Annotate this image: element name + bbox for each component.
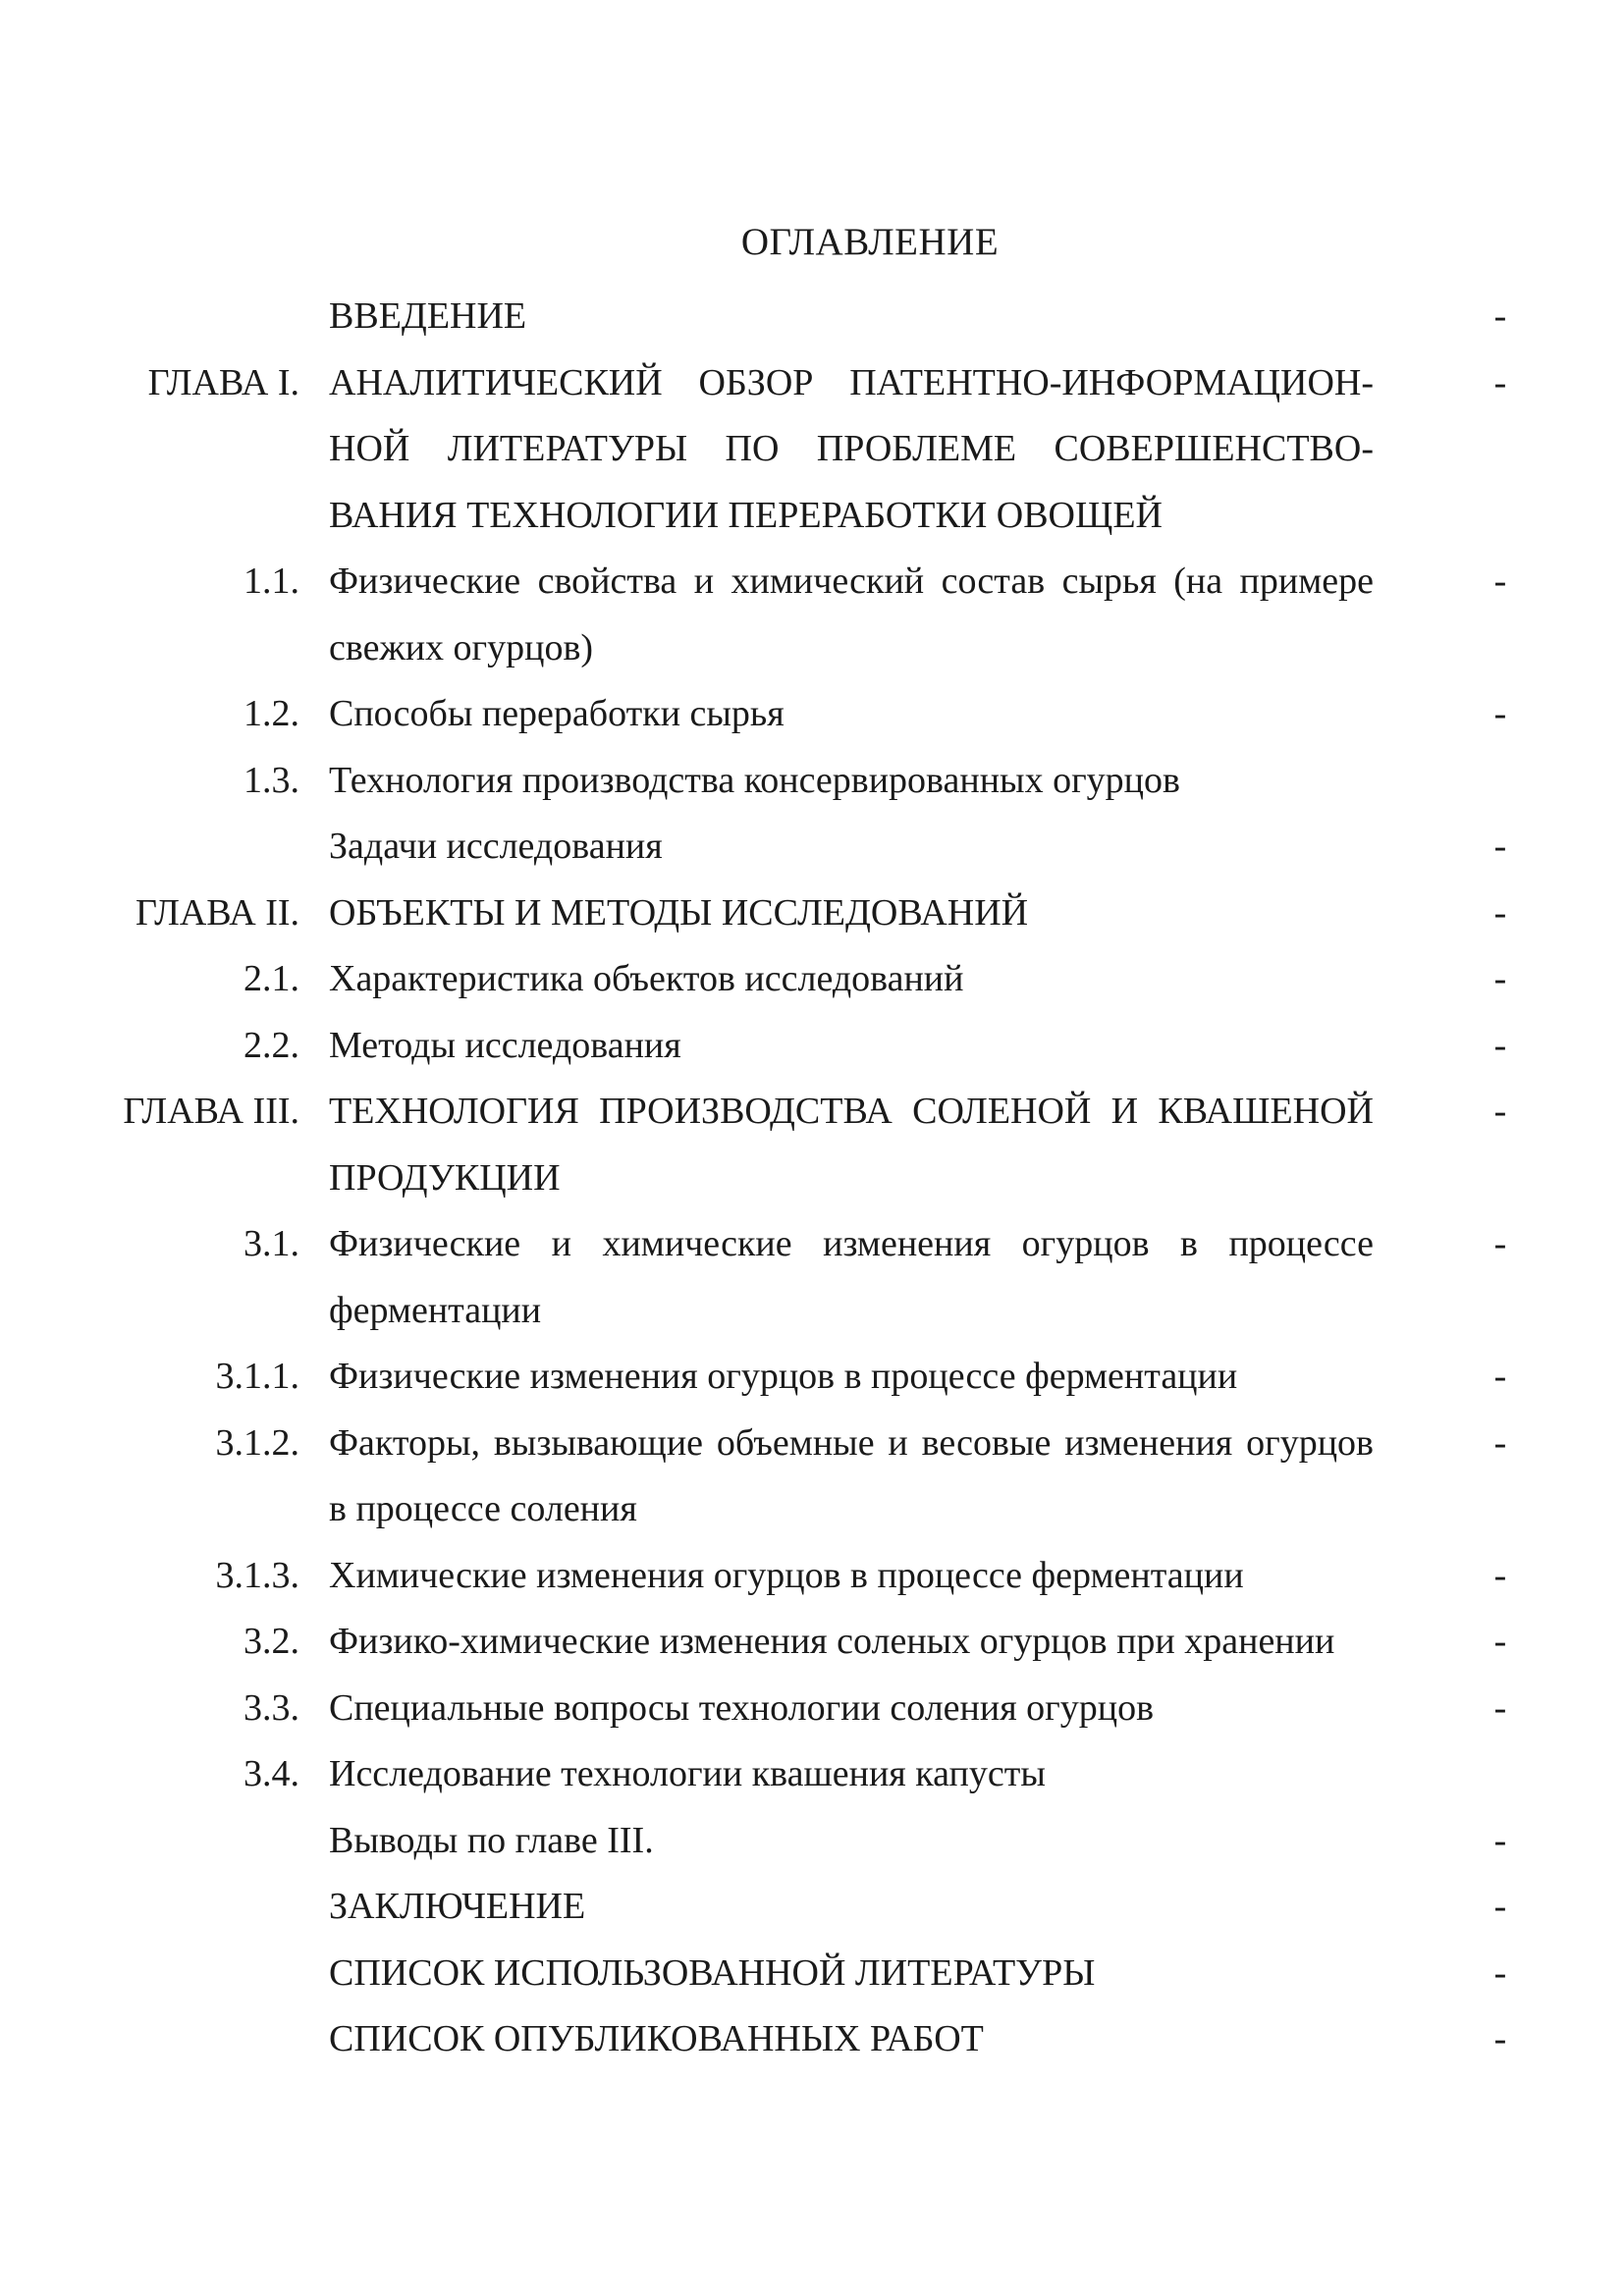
toc-entry-number: 3.1.1. xyxy=(215,1356,299,1397)
toc-entry-number: 3.4. xyxy=(244,1753,299,1794)
toc-entry-title: Физико-химические изменения соленых огурцов при хранении xyxy=(329,1621,1335,1662)
toc-entry-number: ГЛАВА III. xyxy=(123,1091,299,1132)
toc-entry-number: ГЛАВА II. xyxy=(135,891,299,934)
toc-entry-page: - xyxy=(1493,1024,1507,1066)
toc-entry-number: 1.1. xyxy=(244,561,299,602)
toc-entry-page: - xyxy=(1493,693,1507,734)
toc-entry-title: Физические свойства и химический состав сырья (на примере свежих огурцов) xyxy=(329,561,1374,668)
toc-entry-title: Специальные вопросы технологии соления огурцов xyxy=(329,1686,1155,1729)
toc-entry-number: 2.2. xyxy=(244,1024,299,1066)
toc-entry-number: 3.2. xyxy=(244,1621,299,1662)
toc-entry-title: СПИСОК ОПУБЛИКОВАННЫХ РАБОТ xyxy=(329,2018,984,2059)
toc-entry-title: Задачи исследования xyxy=(329,826,663,867)
toc-entry-page: - xyxy=(1493,1951,1507,1994)
toc-entry-title: АНАЛИТИЧЕСКИЙ ОБЗОР ПАТЕНТНО-ИНФОРМАЦИОН-НОЙ ЛИТЕРАТУРЫ ПО ПРОБЛЕМЕ СОВЕРШЕНСТВО-ВАНИЯ ТЕХНОЛОГИИ ПЕРЕРАБОТКИ ОВОЩЕЙ xyxy=(329,361,1374,536)
toc-entry-research-tasks[interactable] xyxy=(0,814,1624,881)
toc-entry-title: ОБЪЕКТЫ И МЕТОДЫ ИССЛЕДОВАНИЙ xyxy=(329,891,1029,934)
toc-entry-title: Технология производства консервированных огурцов xyxy=(329,759,1180,801)
toc-entry-page: - xyxy=(1493,295,1507,337)
toc-entry-number: 3.1. xyxy=(244,1223,299,1264)
toc-entry-3-2[interactable] xyxy=(0,1609,1624,1676)
toc-entry-page: - xyxy=(1493,1421,1507,1464)
toc-entry-page: - xyxy=(1493,958,1507,999)
toc-entry-3-1-1[interactable] xyxy=(0,1344,1624,1411)
toc-entry-title: Физические и химические изменения огурцов в процессе ферментации xyxy=(329,1223,1374,1331)
toc-entry-introduction[interactable] xyxy=(0,284,1624,350)
toc-entry-number: 3.3. xyxy=(244,1686,299,1729)
toc-entry-chapter-3[interactable] xyxy=(0,1079,1624,1211)
toc-entry-title: Характеристика объектов исследований xyxy=(329,958,964,999)
toc-entry-title: Химические изменения огурцов в процессе ферментации xyxy=(329,1554,1244,1596)
toc-entry-chapter-2[interactable] xyxy=(0,881,1624,947)
toc-entry-title: СПИСОК ИСПОЛЬЗОВАННОЙ ЛИТЕРАТУРЫ xyxy=(329,1951,1096,1994)
toc-entry-page: - xyxy=(1493,826,1507,867)
toc-entry-page: - xyxy=(1493,1886,1507,1927)
toc-entry-page: - xyxy=(1493,1356,1507,1397)
toc-entry-page: - xyxy=(1493,1223,1507,1264)
toc-entry-number: 1.3. xyxy=(244,759,299,801)
toc-entry-page: - xyxy=(1493,2018,1507,2059)
toc-entry-number: 3.1.3. xyxy=(215,1554,299,1596)
toc-entry-page: - xyxy=(1493,1686,1507,1729)
toc-entry-page: - xyxy=(1493,1091,1507,1132)
toc-entry-2-1[interactable] xyxy=(0,946,1624,1013)
toc-entry-publications[interactable] xyxy=(0,2006,1624,2073)
toc-entry-page: - xyxy=(1493,891,1507,934)
toc-entry-3-1-3[interactable] xyxy=(0,1543,1624,1610)
toc-entry-page: - xyxy=(1493,1819,1507,1861)
toc-entry-title: Факторы, вызывающие объемные и весовые изменения огурцов в процессе соления xyxy=(329,1421,1374,1529)
toc-entry-page: - xyxy=(1493,561,1507,602)
toc-entry-number: ГЛАВА I. xyxy=(147,361,299,403)
toc-entry-3-1[interactable] xyxy=(0,1211,1624,1344)
toc-entry-number: 1.2. xyxy=(244,693,299,734)
toc-entry-3-1-2[interactable] xyxy=(0,1411,1624,1543)
toc-entry-conclusion[interactable] xyxy=(0,1874,1624,1941)
toc-entry-3-4[interactable] xyxy=(0,1741,1624,1808)
toc-entry-title: Исследование технологии квашения капусты xyxy=(329,1753,1046,1794)
toc-entry-1-1[interactable] xyxy=(0,549,1624,681)
toc-entry-1-2[interactable] xyxy=(0,681,1624,748)
toc-entry-1-3[interactable] xyxy=(0,748,1624,815)
toc-entry-number: 2.1. xyxy=(244,958,299,999)
toc-entry-3-3[interactable] xyxy=(0,1676,1624,1742)
toc-entry-title: ВВЕДЕНИЕ xyxy=(329,295,527,337)
toc-entry-references[interactable] xyxy=(0,1941,1624,2007)
toc-entry-title: Способы переработки сырья xyxy=(329,693,785,734)
toc-entry-number: 3.1.2. xyxy=(215,1421,299,1464)
toc-entry-title: Физические изменения огурцов в процессе ферментации xyxy=(329,1356,1238,1397)
toc-entry-page: - xyxy=(1493,1621,1507,1662)
toc-entry-title: Выводы по главе III. xyxy=(329,1819,654,1861)
toc-entry-page: - xyxy=(1493,1554,1507,1596)
toc-entry-chapter-3-conclusions[interactable] xyxy=(0,1808,1624,1875)
page-title: ОГЛАВЛЕНИЕ xyxy=(740,221,1000,263)
toc-entry-2-2[interactable] xyxy=(0,1013,1624,1080)
toc-entry-page: - xyxy=(1493,361,1507,403)
table-of-contents xyxy=(0,284,1624,2073)
toc-entry-title: ТЕХНОЛОГИЯ ПРОИЗВОДСТВА СОЛЕНОЙ И КВАШЕНОЙ ПРОДУКЦИИ xyxy=(329,1091,1374,1199)
toc-entry-title: Методы исследования xyxy=(329,1024,681,1066)
toc-entry-chapter-1[interactable] xyxy=(0,350,1624,550)
toc-entry-title: ЗАКЛЮЧЕНИЕ xyxy=(329,1886,586,1927)
